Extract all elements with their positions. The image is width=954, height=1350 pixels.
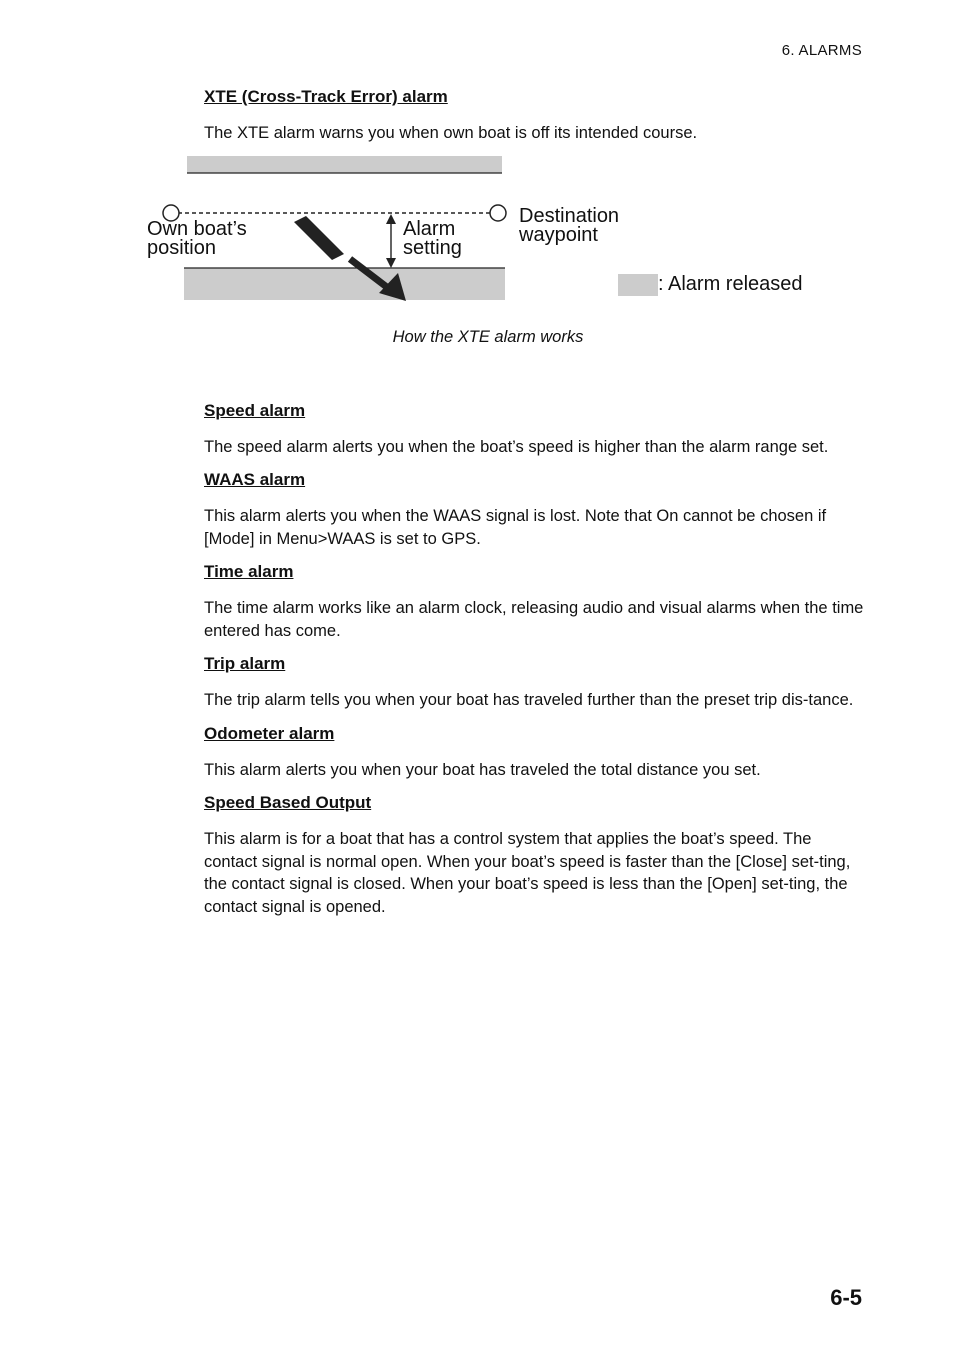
section-body: The time alarm works like an alarm clock, releasing audio and visual alarms when the time entered has come. [204,599,864,640]
section-heading: WAAS alarm [204,470,306,489]
upper-alarm-zone [187,156,502,173]
section-heading: Time alarm [204,562,294,581]
trip-alarm-section [204,653,866,712]
xte-section [204,86,866,145]
own-boat-position-label: Own boat’s position [147,217,247,259]
xte-diagram [0,156,954,400]
time-alarm-section [204,561,866,642]
section-body: This alarm alerts you when the WAAS signal is lost. Note that On cannot be chosen if [Mode] in Menu>WAAS is set to GPS. [204,507,827,548]
section-heading: Speed alarm [204,400,306,420]
section-body: The speed alarm alerts you when the boat’s speed is higher than the alarm range set. [204,437,829,456]
lower-alarm-zone [184,268,505,300]
xte-heading: XTE (Cross-Track Error) alarm [204,87,448,106]
xte-diagram-graphic [0,156,954,400]
alarm-setting-label: Alarm setting [403,217,462,259]
section-heading: Trip alarm [204,654,286,673]
alarm-setting-arrowhead-down [386,258,396,268]
alarm-sections [204,400,866,919]
section-body: This alarm is for a boat that has a control system that applies the boat’s speed. The contact signal is normal open. When your boat’s speed is faster than the [Close] set-ting, the contact signal is closed. When your boat’s speed is less than the [Open] set-ting, the contact signal is opened. [204,830,851,916]
page-content [147,86,866,929]
section-heading: Speed Based Output [204,793,372,812]
destination-marker [490,205,506,221]
boat-icon [294,216,344,260]
speed-based-output-section [204,792,866,918]
page-number: 6-5 [830,1285,862,1310]
legend-label: : Alarm released [658,272,803,295]
waas-alarm-section [204,469,866,550]
running-header: 6. ALARMS [781,42,862,59]
legend-swatch [618,274,658,296]
xte-body: The XTE alarm warns you when own boat is off its intended course. [204,124,698,142]
section-body: This alarm alerts you when your boat has traveled the total distance you set. [204,760,761,779]
destination-waypoint-label: Destination waypoint [519,204,620,246]
speed-alarm-section [204,400,866,459]
alarm-setting-arrowhead-up [386,214,396,224]
figure-caption: How the XTE alarm works [392,327,584,346]
odometer-alarm-section [204,723,866,782]
section-heading: Odometer alarm [204,723,335,743]
section-body: The trip alarm tells you when your boat has traveled further than the preset trip dis-tance. [204,691,854,709]
